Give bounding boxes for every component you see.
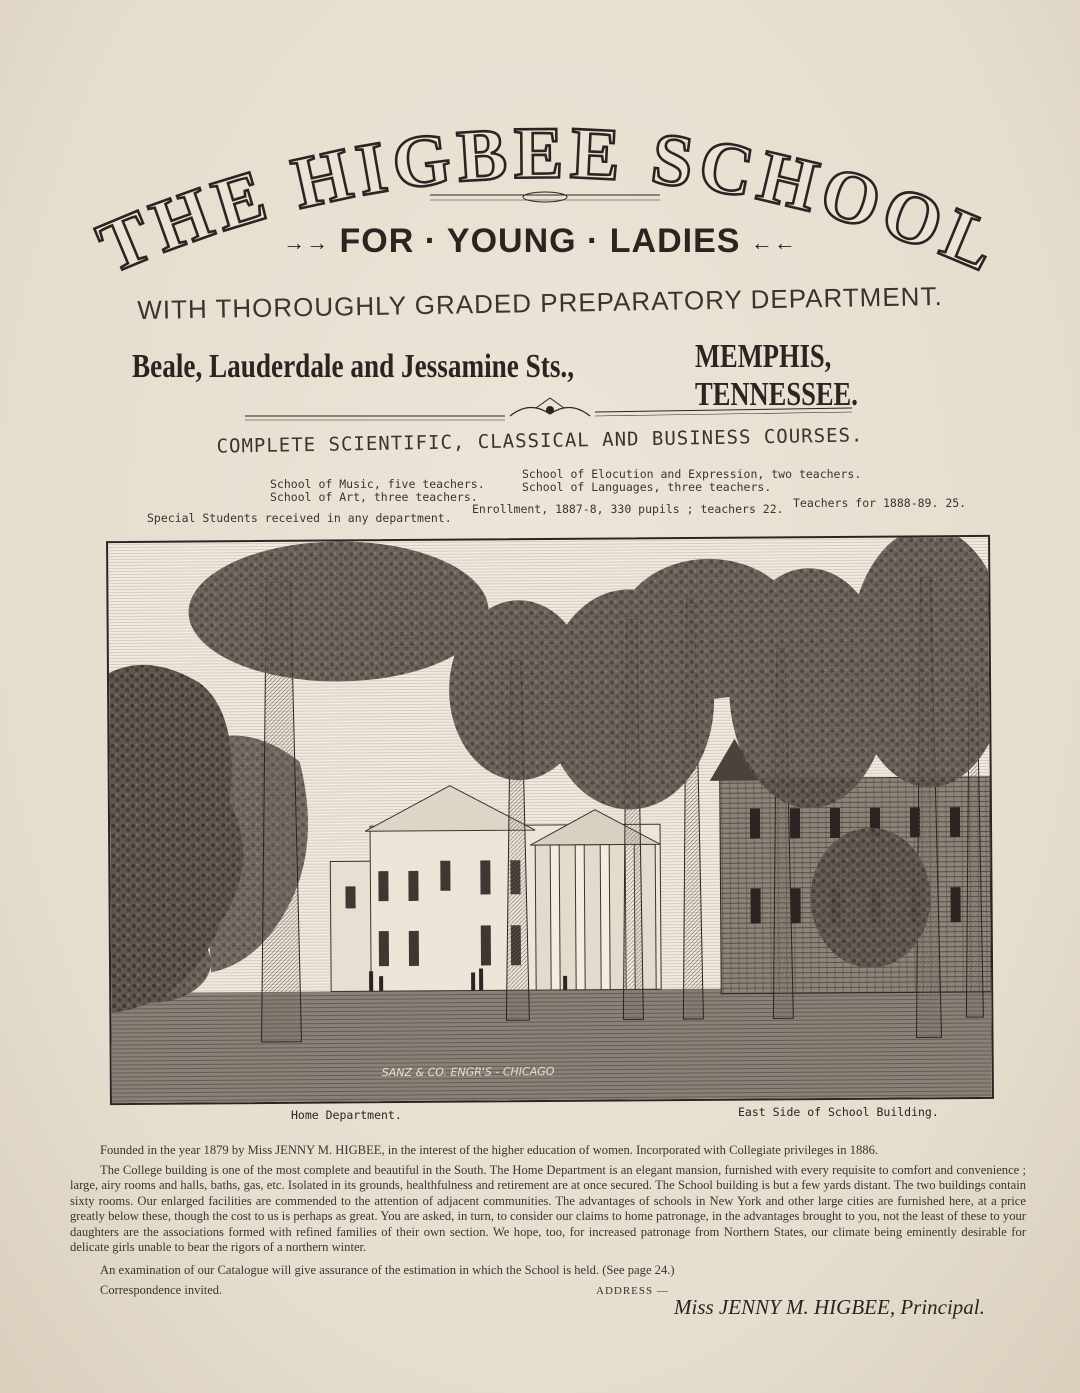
correspondence-note: Correspondence invited. bbox=[100, 1283, 223, 1297]
catalogue-paragraph: An examination of our Catalogue will give assurance of the estimation in which the School is held. (See page 24.) bbox=[100, 1263, 675, 1277]
subtitle bbox=[0, 222, 1080, 261]
left-arrow-ornament-icon: →→ bbox=[283, 230, 330, 256]
ornament-divider-icon bbox=[240, 396, 860, 430]
principal-signature: Miss JENNY M. HIGBEE, Principal. bbox=[674, 1295, 985, 1319]
engraver-mark: SANZ & CO. ENGR'S - CHICAGO bbox=[381, 1064, 555, 1080]
right-arrow-ornament-icon: ←← bbox=[750, 230, 797, 256]
school-engraving bbox=[106, 535, 994, 1105]
elocution-department: School of Elocution and Expression, two teachers. bbox=[522, 467, 862, 481]
teachers-count: Teachers for 1888-89. 25. bbox=[793, 496, 967, 510]
street-address: Beale, Lauderdale and Jessamine Sts., bbox=[132, 348, 575, 385]
art-department: School of Art, three teachers. bbox=[270, 490, 478, 504]
courses-line: COMPLETE SCIENTIFIC, CLASSICAL AND BUSINESS COURSES. bbox=[216, 424, 864, 458]
preparatory-department-line: WITH THOROUGHLY GRADED PREPARATORY DEPARTMENT. bbox=[137, 280, 943, 326]
special-students: Special Students received in any department. bbox=[147, 511, 452, 525]
subtitle-text: FOR · YOUNG · LADIES bbox=[339, 222, 741, 260]
school-title bbox=[80, 100, 1020, 300]
school-title-text: THE HIGBEE SCHOOL bbox=[86, 112, 1014, 290]
address-label: ADDRESS — bbox=[596, 1285, 669, 1297]
caption-home-department: Home Department. bbox=[291, 1108, 402, 1122]
caption-school-building: East Side of School Building. bbox=[738, 1105, 939, 1119]
languages-department: School of Languages, three teachers. bbox=[522, 480, 772, 494]
music-department: School of Music, five teachers. bbox=[270, 477, 485, 491]
svg-text:THE HIGBEE SCHOOL bbox=[87, 112, 1013, 289]
city-address: MEMPHIS, TENNESSEE. bbox=[695, 338, 858, 413]
description-paragraph: The College building is one of the most complete and beautiful in the South. The Home Department is an elegant mansion, furnished with every requisite to comfort and convenience ; large, airy rooms and halls, baths, gas, etc. Isolated in its grounds, healthfulness and retirement are at once secured. The School building is but a few yards distant. The two buildings contain sixty rooms. Our enlarged facilities are commended to the attention of adjacent communities. The advantages of schools in New York and other large cities are furnished here, at a price greatly below these, though the cost to us is perhaps as great. You are asked, in turn, to consider our claims to home patronage, in the advantages brought to you, not the least of these to your daughters are the associations formed with refined families of their own section. We hope, too, for increased patronage from Northern States, our climate being eminently desirable for delicate girls unable to bear the rigors of a northern winter. bbox=[70, 1163, 1026, 1255]
enrollment: Enrollment, 1887-8, 330 pupils ; teachers 22. bbox=[472, 502, 784, 516]
founding-paragraph: Founded in the year 1879 by Miss JENNY M. HIGBEE, in the interest of the higher education of women. Incorporated with Collegiate privileges in 1886. bbox=[100, 1143, 879, 1157]
